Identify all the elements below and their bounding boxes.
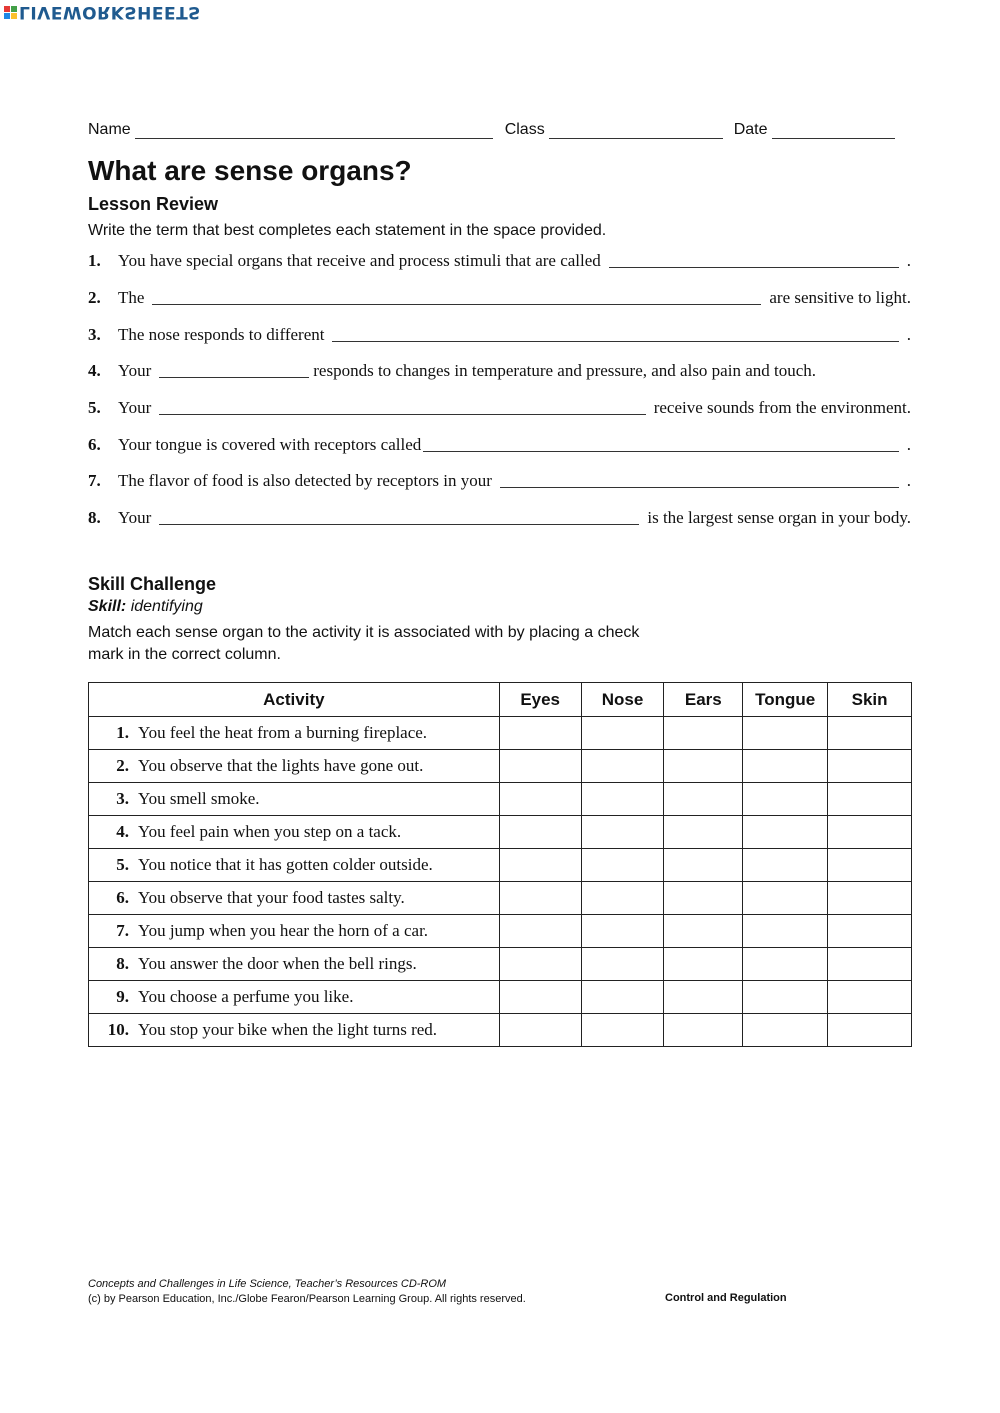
question-text: Your tongue is covered with receptors called: [118, 435, 422, 454]
column-header-activity: Activity: [89, 683, 500, 717]
table-row: [89, 717, 912, 750]
check-cell-eyes[interactable]: [499, 717, 581, 750]
question-number: 6.: [88, 435, 101, 454]
table-row: [89, 849, 912, 882]
check-cell-eyes[interactable]: [499, 750, 581, 783]
logo-text: LIVEWORKSHEETS: [19, 2, 201, 22]
skill-line: [88, 598, 203, 616]
check-cell-ears[interactable]: [664, 816, 743, 849]
skill-instructions-line-2: mark in the correct column.: [88, 646, 281, 663]
logo-square-green: [11, 6, 17, 12]
check-cell-skin[interactable]: [828, 915, 912, 948]
activity-cell: [89, 849, 500, 882]
skill-label: Skill:: [88, 598, 127, 615]
activity-text: You notice that it has gotten colder outside.: [138, 855, 433, 874]
table-row: [89, 1014, 912, 1047]
question-2: [88, 286, 911, 308]
activity-cell: [89, 882, 500, 915]
check-cell-ears[interactable]: [664, 915, 743, 948]
check-cell-tongue[interactable]: [743, 750, 828, 783]
name-label: Name: [88, 121, 131, 138]
answer-blank-2[interactable]: [152, 290, 761, 305]
answer-blank-8[interactable]: [159, 510, 639, 525]
check-cell-ears[interactable]: [664, 783, 743, 816]
question-number: 1.: [88, 251, 101, 270]
check-cell-ears[interactable]: [664, 948, 743, 981]
check-cell-eyes[interactable]: [499, 849, 581, 882]
question-text: Your: [118, 508, 152, 527]
check-cell-skin[interactable]: [828, 816, 912, 849]
question-text: You have special organs that receive and process stimuli that are called: [118, 251, 601, 270]
question-text-end: .: [906, 471, 911, 490]
question-text: The: [118, 288, 145, 307]
activity-text: You choose a perfume you like.: [138, 987, 354, 1006]
question-number: 3.: [88, 325, 101, 344]
activity-cell: [89, 717, 500, 750]
column-header-skin: Skin: [828, 683, 912, 717]
check-cell-skin[interactable]: [828, 981, 912, 1014]
answer-blank-4[interactable]: [159, 363, 309, 378]
column-header-nose: Nose: [581, 683, 664, 717]
row-number: 1.: [116, 723, 129, 742]
question-1: [88, 249, 911, 271]
check-cell-nose[interactable]: [581, 816, 664, 849]
table-row: [89, 750, 912, 783]
check-cell-tongue[interactable]: [743, 849, 828, 882]
question-text: Your: [118, 361, 152, 380]
check-cell-eyes[interactable]: [499, 783, 581, 816]
answer-blank-6[interactable]: [423, 437, 899, 452]
row-number: 6.: [116, 888, 129, 907]
question-6: [88, 433, 911, 455]
question-3: [88, 323, 911, 345]
question-number: 4.: [88, 361, 101, 380]
activity-text: You smell smoke.: [138, 789, 260, 808]
table-row: [89, 816, 912, 849]
lesson-review-heading: Lesson Review: [88, 194, 219, 214]
question-number: 8.: [88, 508, 101, 527]
date-label: Date: [733, 121, 768, 138]
table-row: [89, 948, 912, 981]
check-cell-skin[interactable]: [828, 1014, 912, 1047]
check-cell-nose[interactable]: [581, 948, 664, 981]
check-cell-ears[interactable]: [664, 981, 743, 1014]
activity-text: You feel the heat from a burning fireplace.: [138, 723, 428, 742]
activity-cell: [89, 816, 500, 849]
skill-instructions-line-1: Match each sense organ to the activity it is associated with by placing a check: [88, 624, 640, 641]
activity-cell: [89, 981, 500, 1014]
question-text: Your: [118, 398, 152, 417]
class-field[interactable]: [549, 124, 723, 139]
check-cell-ears[interactable]: [664, 882, 743, 915]
row-number: 8.: [116, 954, 129, 973]
check-cell-eyes[interactable]: [499, 948, 581, 981]
activity-text: You observe that your food tastes salty.: [138, 888, 405, 907]
question-text-end: responds to changes in temperature and pressure, and also pain and touch.: [313, 361, 817, 380]
question-number: 7.: [88, 471, 101, 490]
check-cell-tongue[interactable]: [743, 882, 828, 915]
row-number: 5.: [116, 855, 129, 874]
check-cell-skin[interactable]: [828, 948, 912, 981]
logo-square-blue: [4, 13, 10, 19]
check-cell-skin[interactable]: [828, 717, 912, 750]
check-cell-ears[interactable]: [664, 1014, 743, 1047]
skill-value: identifying: [130, 598, 203, 615]
check-cell-tongue[interactable]: [743, 981, 828, 1014]
question-text-end: .: [906, 251, 911, 270]
check-cell-nose[interactable]: [581, 750, 664, 783]
check-cell-tongue[interactable]: [743, 1014, 828, 1047]
check-cell-eyes[interactable]: [499, 882, 581, 915]
check-cell-tongue[interactable]: [743, 948, 828, 981]
activity-text: You jump when you hear the horn of a car.: [138, 921, 429, 940]
question-5: [88, 396, 911, 418]
check-cell-nose[interactable]: [581, 981, 664, 1014]
table-row: [89, 981, 912, 1014]
question-text: The flavor of food is also detected by receptors in your: [118, 471, 492, 490]
footer-credits: [88, 1277, 526, 1307]
footer-unit: Control and Regulation: [665, 1292, 787, 1304]
check-cell-nose[interactable]: [581, 915, 664, 948]
liveworksheets-logo: [4, 2, 201, 22]
check-cell-skin[interactable]: [828, 849, 912, 882]
check-cell-skin[interactable]: [828, 783, 912, 816]
activity-cell: [89, 948, 500, 981]
check-cell-ears[interactable]: [664, 750, 743, 783]
activity-table: [88, 682, 912, 1047]
question-text-end: .: [906, 435, 911, 454]
class-label: Class: [504, 121, 545, 138]
check-cell-skin[interactable]: [828, 882, 912, 915]
logo-squares-icon: [4, 6, 17, 19]
activity-cell: [89, 915, 500, 948]
check-cell-ears[interactable]: [664, 717, 743, 750]
question-number: 2.: [88, 288, 101, 307]
activity-cell: [89, 783, 500, 816]
name-field[interactable]: [135, 124, 493, 139]
footer-source: Concepts and Challenges in Life Science, Teacher’s Resources CD-ROM: [88, 1278, 447, 1290]
answer-blank-5[interactable]: [159, 400, 645, 415]
check-cell-tongue[interactable]: [743, 816, 828, 849]
page-title: What are sense organs?: [88, 155, 412, 186]
question-8: [88, 506, 911, 528]
row-number: 9.: [116, 987, 129, 1006]
activity-text: You feel pain when you step on a tack.: [138, 822, 402, 841]
activity-text: You answer the door when the bell rings.: [138, 954, 417, 973]
activity-cell: [89, 1014, 500, 1047]
check-cell-eyes[interactable]: [499, 816, 581, 849]
table-row: [89, 915, 912, 948]
table-header-row: [89, 683, 912, 717]
logo-square-yellow: [11, 13, 17, 19]
check-cell-nose[interactable]: [581, 849, 664, 882]
question-number: 5.: [88, 398, 101, 417]
question-text: The nose responds to different: [118, 325, 325, 344]
column-header-tongue: Tongue: [743, 683, 828, 717]
row-number: 4.: [116, 822, 129, 841]
column-header-eyes: Eyes: [499, 683, 581, 717]
row-number: 2.: [116, 756, 129, 775]
check-cell-eyes[interactable]: [499, 1014, 581, 1047]
check-cell-nose[interactable]: [581, 882, 664, 915]
skill-challenge-heading: Skill Challenge: [88, 574, 217, 594]
check-cell-nose[interactable]: [581, 1014, 664, 1047]
question-text-end: .: [906, 325, 911, 344]
logo-square-red: [4, 6, 10, 12]
row-number: 10.: [107, 1020, 129, 1039]
date-field[interactable]: [772, 124, 895, 139]
answer-blank-1[interactable]: [609, 253, 899, 268]
check-cell-skin[interactable]: [828, 750, 912, 783]
check-cell-eyes[interactable]: [499, 915, 581, 948]
table-row: [89, 882, 912, 915]
student-info-row: [88, 117, 911, 139]
activity-cell: [89, 750, 500, 783]
question-text-end: receive sounds from the environment.: [653, 398, 911, 417]
table-row: [89, 783, 912, 816]
check-cell-tongue[interactable]: [743, 717, 828, 750]
check-cell-tongue[interactable]: [743, 783, 828, 816]
row-number: 3.: [116, 789, 129, 808]
check-cell-nose[interactable]: [581, 783, 664, 816]
question-text-end: is the largest sense organ in your body.: [647, 508, 911, 527]
check-cell-eyes[interactable]: [499, 981, 581, 1014]
row-number: 7.: [116, 921, 129, 940]
check-cell-tongue[interactable]: [743, 915, 828, 948]
activity-text: You stop your bike when the light turns red.: [138, 1020, 438, 1039]
answer-blank-3[interactable]: [332, 327, 898, 342]
question-text-end: are sensitive to light.: [769, 288, 911, 307]
check-cell-nose[interactable]: [581, 717, 664, 750]
answer-blank-7[interactable]: [500, 473, 899, 488]
question-7: [88, 469, 911, 491]
check-cell-ears[interactable]: [664, 849, 743, 882]
column-header-ears: Ears: [664, 683, 743, 717]
question-4: [88, 359, 911, 381]
activity-text: You observe that the lights have gone out.: [138, 756, 424, 775]
footer-copyright: (c) by Pearson Education, Inc./Globe Fearon/Pearson Learning Group. All rights reserved.: [88, 1293, 526, 1305]
lesson-review-instructions: Write the term that best completes each statement in the space provided.: [88, 222, 607, 239]
